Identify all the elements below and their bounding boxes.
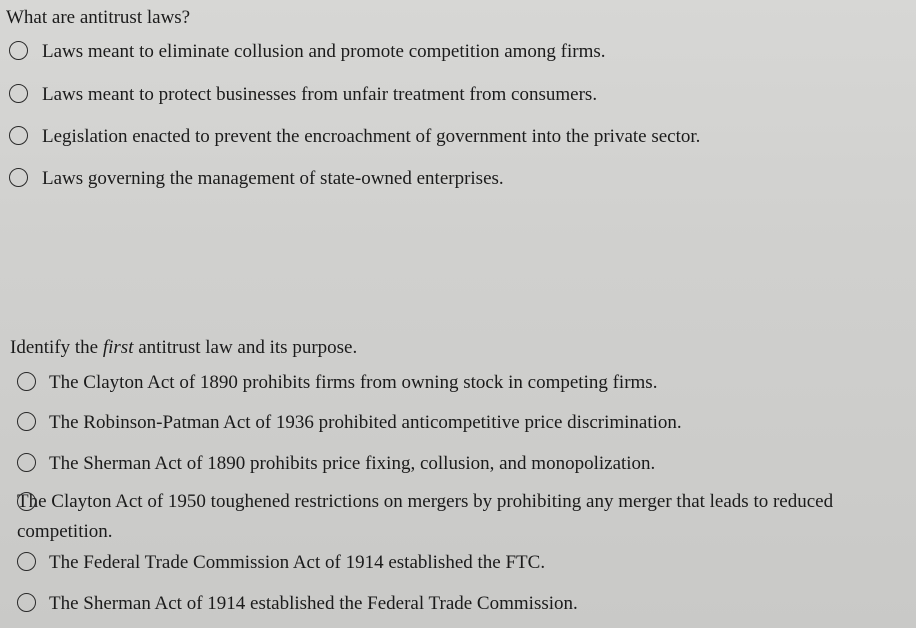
q2-option-5[interactable] xyxy=(17,550,897,575)
q2-option-4-text: The Clayton Act of 1950 toughened restrictions on mergers by prohibiting any merger that leads to reduced competition. xyxy=(17,491,834,542)
q1-option-2[interactable] xyxy=(9,82,889,107)
q2-option-4-label xyxy=(17,487,902,547)
radio-button[interactable] xyxy=(9,84,28,103)
radio-button[interactable] xyxy=(9,41,28,60)
q1-option-4[interactable] xyxy=(9,166,889,191)
q2-option-1[interactable] xyxy=(17,370,897,395)
q2-option-2-label: The Robinson-Patman Act of 1936 prohibited anticompetitive price discrimination. xyxy=(49,412,682,433)
q2-option-1-label: The Clayton Act of 1890 prohibits firms from owning stock in competing firms. xyxy=(49,372,658,393)
q1-option-4-label: Laws governing the management of state-owned enterprises. xyxy=(42,168,504,189)
radio-button[interactable] xyxy=(17,492,36,511)
radio-button[interactable] xyxy=(17,453,36,472)
q1-option-1-label: Laws meant to eliminate collusion and promote competition among firms. xyxy=(42,41,606,62)
q2-option-3-label: The Sherman Act of 1890 prohibits price fixing, collusion, and monopolization. xyxy=(49,453,656,474)
q2-option-6[interactable] xyxy=(17,591,897,616)
q2-option-4[interactable] xyxy=(17,490,902,547)
question-2-prompt-emphasis: first xyxy=(102,337,134,358)
q2-option-3[interactable] xyxy=(17,451,897,476)
q1-option-1[interactable] xyxy=(9,39,889,64)
q1-option-2-label: Laws meant to protect businesses from unfair treatment from consumers. xyxy=(42,84,598,105)
q1-option-3[interactable] xyxy=(9,124,889,149)
q2-option-5-label: The Federal Trade Commission Act of 1914 established the FTC. xyxy=(49,552,546,573)
q2-option-2[interactable] xyxy=(17,410,897,435)
question-2-prompt-start: Identify the xyxy=(10,337,99,358)
radio-button[interactable] xyxy=(9,126,28,145)
radio-button[interactable] xyxy=(17,412,36,431)
radio-button[interactable] xyxy=(17,552,36,571)
q1-option-3-label: Legislation enacted to prevent the encroachment of government into the private sector. xyxy=(42,126,701,147)
radio-button[interactable] xyxy=(17,593,36,612)
question-1-prompt: What are antitrust laws? xyxy=(6,7,191,28)
question-2-prompt xyxy=(10,337,357,359)
q2-option-6-label: The Sherman Act of 1914 established the Federal Trade Commission. xyxy=(49,593,578,614)
radio-button[interactable] xyxy=(17,372,36,391)
question-2-prompt-end: antitrust law and its purpose. xyxy=(138,337,358,358)
radio-button[interactable] xyxy=(9,168,28,187)
